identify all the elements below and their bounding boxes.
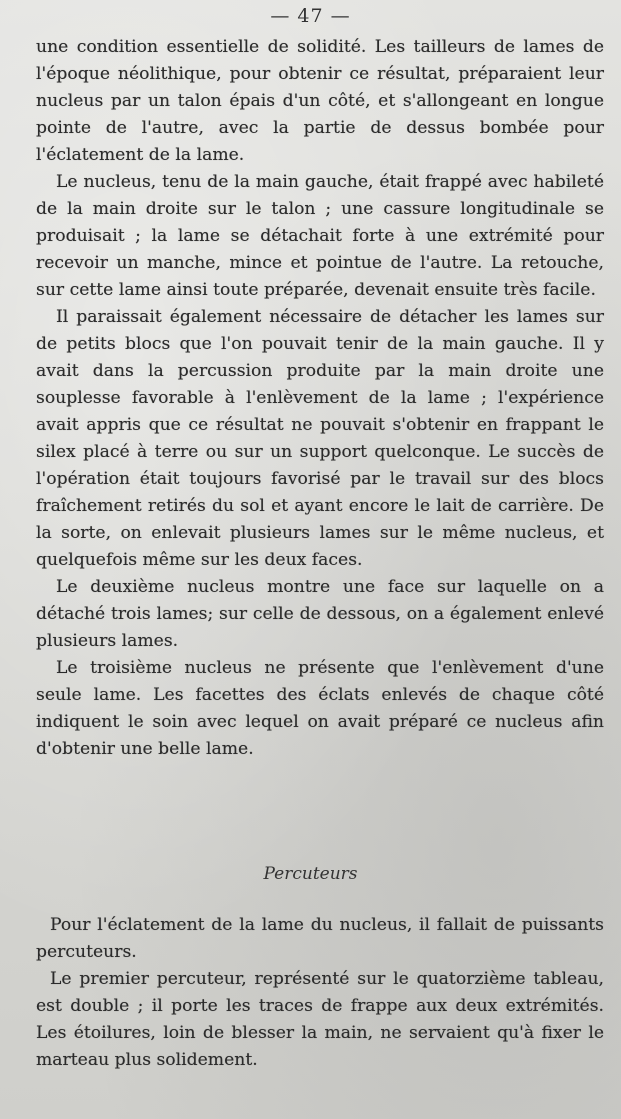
paragraph-first-percuteur: Le premier percuteur, représenté sur le quatorzième tableau, est double ; il porte les traces de frappe aux deux extrémités. Les étoilures, loin de blesser la main, ne servaient qu'à fixer le marteau plus solidement. bbox=[36, 969, 604, 1070]
paragraph-second-nucleus: Le deuxième nucleus montre une face sur laquelle on a détaché trois lames; sur celle de dessous, on a également enlevé plusieurs lames. bbox=[36, 577, 604, 651]
paragraph-percuteurs-intro: Pour l'éclatement de la lame du nucleus, il fallait de puissants percuteurs. bbox=[36, 915, 604, 962]
section-heading: Percuteurs bbox=[263, 864, 358, 884]
paragraph-nucleus-technique: Le nucleus, tenu de la main gauche, était frappé avec habileté de la main droite sur le talon ; une cassure longitudinale se produisait ; la lame se détachait forte à une extrémité pour recevoir un manche, mince et pointue de l'autre. La retouche, sur cette lame ainsi toute préparée, devenait ensuite très facile. bbox=[36, 172, 604, 300]
page-number: — 47 — bbox=[270, 5, 351, 27]
body-text bbox=[36, 34, 604, 763]
section-body-text bbox=[36, 912, 604, 1074]
paragraph-continuation: une condition essentielle de solidité. Les tailleurs de lames de l'époque néolithique, pour obtenir ce résultat, préparaient leur nucleus par un talon épais d'un côté, et s'allongeant en longue pointe de l'autre, avec la partie de dessus bombée pour l'éclatement de la lame. bbox=[36, 37, 604, 165]
paragraph-small-blocks: Il paraissait également nécessaire de détacher les lames sur de petits blocs que l'on pouvait tenir de la main gauche. Il y avait dans la percussion produite par la main droite une souplesse favorable à l'enlèvement de la lame ; l'expérience avait appris que ce résultat ne pouvait s'obtenir en frappant le silex placé à terre ou sur un support quelconque. Le succès de l'opération était toujours favorisé par le travail sur des blocs fraîchement retirés du sol et ayant encore le lait de carrière. De la sorte, on enlevait plusieurs lames sur le même nucleus, et quelquefois même sur les deux faces. bbox=[36, 307, 604, 570]
paragraph-third-nucleus: Le troisième nucleus ne présente que l'enlèvement d'une seule lame. Les facettes des éclats enlevés de chaque côté indiquent le soin avec lequel on avait préparé ce nucleus afin d'obtenir une belle lame. bbox=[36, 658, 604, 759]
